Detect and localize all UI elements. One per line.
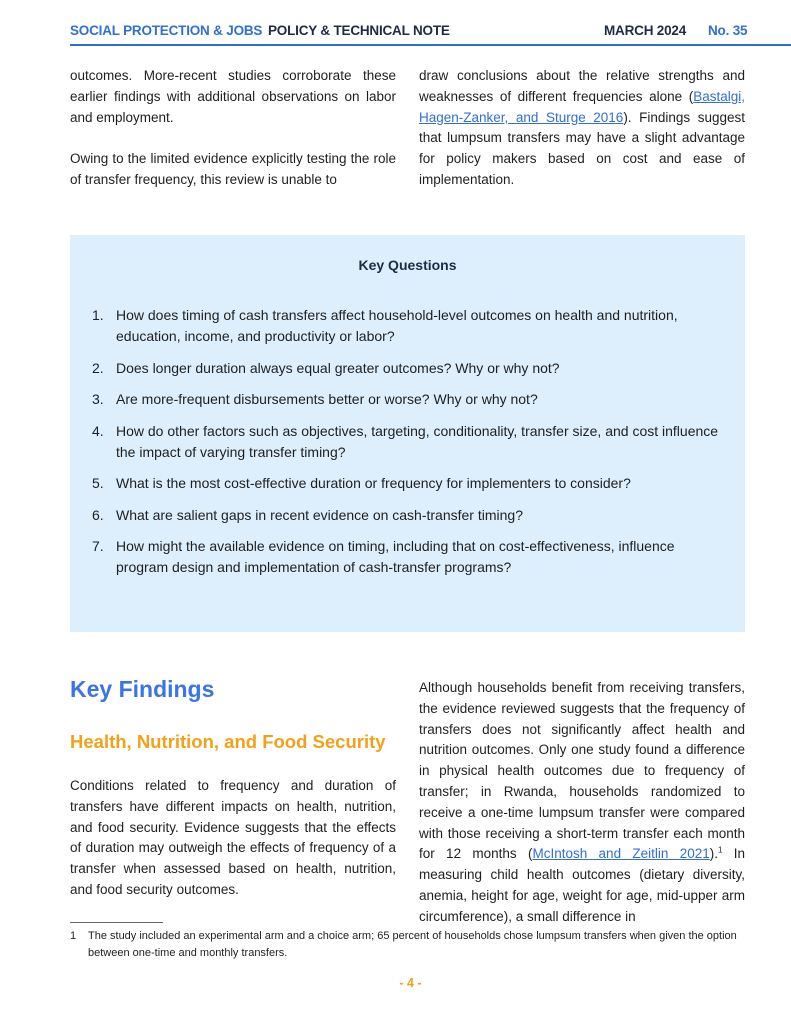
findings-right-column	[419, 678, 745, 928]
key-questions-box	[70, 235, 745, 632]
key-question-item: 7. How might the available evidence on timing, including that on cost-effectiveness, influence program design and implementation of cash-transfer programs?	[92, 538, 675, 575]
intro-right-column	[419, 66, 745, 191]
page-header	[70, 22, 791, 46]
footnote-divider	[70, 922, 163, 923]
intro-left-paragraph-1: outcomes. More-recent studies corroborate these earlier findings with additional observations on labor and employment.	[70, 68, 396, 125]
header-date: MARCH 2024	[604, 23, 687, 38]
footnote-text: The study included an experimental arm and a choice arm; 65 percent of households chose lumpsum transfers when given the option between one-time and monthly transfers.	[88, 930, 737, 959]
header-number: No. 35	[708, 23, 748, 38]
citation-link-bastalgi[interactable]: Bastalgi, Hagen-Zanker, and Sturge 2016	[419, 88, 745, 125]
key-question-item: 6. What are salient gaps in recent evidence on cash-transfer timing?	[92, 506, 523, 523]
findings-right-paragraph: Although households benefit from receiving transfers, the evidence reviewed suggests that the frequency of transfers does not significantly affect health and nutrition outcomes. Only one study found a difference in physical health outcomes due to frequency of transfer; in Rwanda, households randomized to receive a one-time lumpsum transfer were compared with those receiving a short-term transfer each month for 12 months (McIntosh and Zeitlin 2021).$^1$ In measuring child health outcomes (dietary diversity, anemia, height for age, weight for age, mid-upper arm circumference), a small difference in	[419, 680, 746, 924]
key-questions-title: Key Questions	[358, 257, 457, 273]
footnote-number: 1	[70, 930, 77, 942]
findings-left-paragraph: Conditions related to frequency and duration of transfers have different impacts on health, nutrition, and food security. Evidence suggests that the effects of duration may outweigh the effects of frequency of a transfer when assessed based on health, nutrition, and food security outcomes.	[70, 778, 396, 897]
header-series: SOCIAL PROTECTION & JOBS	[70, 23, 263, 38]
intro-right-paragraph: draw conclusions about the relative strengths and weaknesses of different frequencies alone (Bastalgi, Hagen-Zanker, and Sturge 2016). Findings suggest that lumpsum transfers may have a slight advantage for policy makers based on cost and ease of implementation.	[419, 68, 745, 187]
citation-link-mcintosh[interactable]: McIntosh and Zeitlin 2021	[532, 846, 710, 862]
key-question-item: 3. Are more-frequent disbursements better or worse? Why or why not?	[92, 391, 538, 407]
footnote	[70, 928, 745, 961]
page-number: - 4 -	[399, 976, 422, 990]
intro-left-paragraph-2: Owing to the limited evidence explicitly testing the role of transfer frequency, this review is unable to	[70, 151, 396, 187]
key-questions-list	[92, 305, 722, 589]
findings-left-column	[70, 776, 396, 901]
key-question-item: 4. How do other factors such as objectives, targeting, conditionality, transfer size, and cost influence the impact of varying transfer timing?	[92, 422, 719, 460]
key-question-item: 1. How does timing of cash transfers affect household-level outcomes on health and nutrition, education, income, and productivity or labor?	[92, 307, 678, 344]
key-question-item: 5. What is the most cost-effective duration or frequency for implementers to consider?	[92, 475, 631, 491]
key-findings-heading: Key Findings	[70, 676, 215, 702]
header-doc-type: POLICY & TECHNICAL NOTE	[268, 23, 450, 38]
intro-left-column	[70, 66, 396, 191]
health-nutrition-subheading: Health, Nutrition, and Food Security	[70, 731, 386, 752]
footnote-marker[interactable]: 1	[717, 845, 723, 855]
key-question-item: 2. Does longer duration always equal greater outcomes? Why or why not?	[92, 359, 560, 376]
